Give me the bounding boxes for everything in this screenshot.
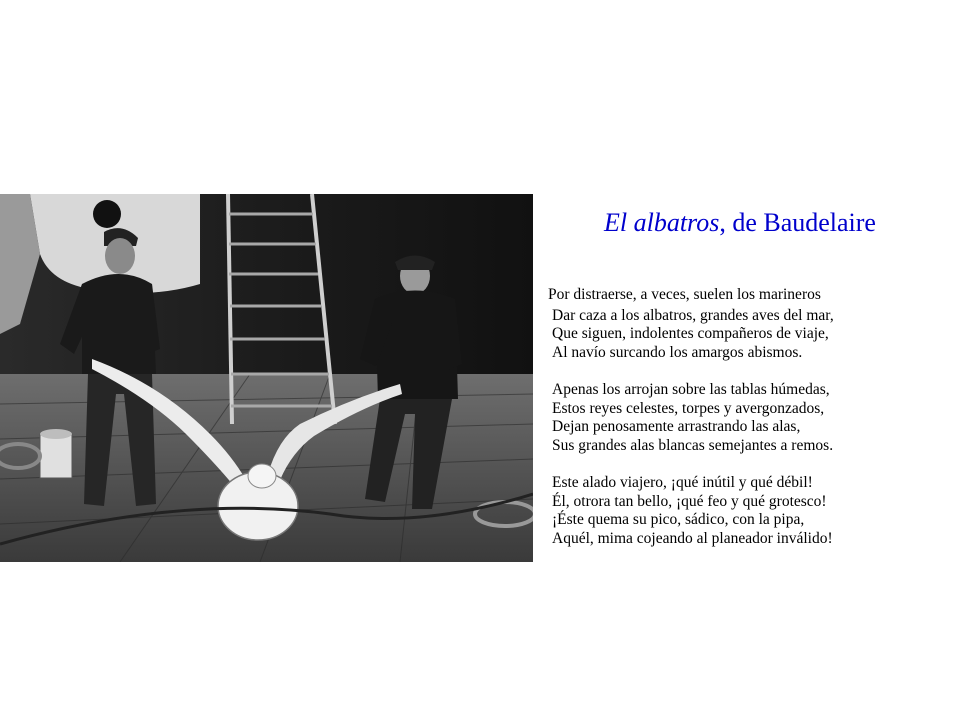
poem-line: Dar caza a los albatros, grandes aves del mar,: [552, 306, 834, 324]
poem-line: Dejan penosamente arrastrando las alas,: [552, 418, 801, 436]
poem-line: Apenas los arrojan sobre las tablas húmedas,: [552, 380, 830, 398]
poem-line: Aquél, mima cojeando al planeador inválido!: [552, 529, 833, 547]
poem-line: Al navío surcando los amargos abismos.: [552, 343, 803, 361]
poem-line: Él, otrora tan bello, ¡qué feo y qué grotesco!: [552, 492, 827, 510]
title-rest: de Baudelaire: [725, 208, 876, 237]
poem-line: Que siguen, indolentes compañeros de viaje,: [552, 325, 829, 343]
poem-line: Sus grandes alas blancas semejantes a remos.: [552, 436, 834, 454]
poem-line: Por distraerse, a veces, suelen los marineros: [548, 286, 821, 303]
stanza: [548, 474, 953, 548]
title-separator: ,: [719, 208, 726, 237]
slide-title: [540, 207, 940, 239]
title-work: El albatros: [604, 208, 720, 237]
poem-line: Estos reyes celestes, torpes y avergonzados,: [552, 399, 825, 417]
poem: [548, 286, 953, 548]
sailors-albatross-photo-drawing: [0, 194, 533, 562]
stanza: [548, 286, 953, 362]
poem-line: ¡Éste quema su pico, sádico, con la pipa,: [552, 511, 805, 529]
poem-line: Este alado viajero, ¡qué inútil y qué débil!: [552, 473, 813, 491]
sailors-albatross-photo: [0, 194, 533, 562]
stanza: [548, 381, 953, 455]
